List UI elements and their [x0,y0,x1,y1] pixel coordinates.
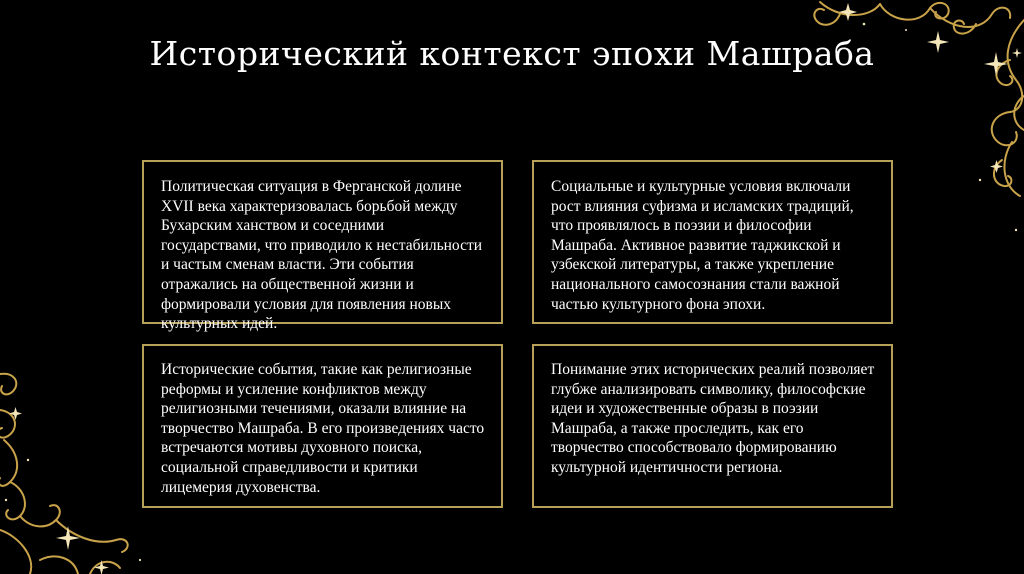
text-card-social-cultural-conditions [532,160,893,324]
text-card-political-situation [142,160,503,333]
card-text: Понимание этих исторических реалий позволяет глубже анализировать символику, философские идеи и художественные образы в поэзии Машраба, а также проследить, как его творчество способствовало формированию культурной идентичности региона. [551,361,875,476]
gold-swirl-ornament-bottom-left [0,360,160,574]
card-text: Политическая ситуация в Ферганской долине XVII века характеризовалась борьбой между Бухарским ханством и соседними государствами, что приводило к нестабильности и частым сменам власти. Эти события отражались на общественной жизни и формировали условия для появления новых культурных идей. [161,178,483,333]
card-text: Исторические события, такие как религиозные реформы и усиление конфликтов между религиозными течениями, оказали влияние на творчество Машраба. В его произведениях часто встречаются мотивы духовного поиска, социальной справедливости и критики лицемерия духовенства. [161,361,485,496]
text-card-understanding-realities [532,344,893,508]
card-text: Социальные и культурные условия включали рост влияния суфизма и исламских традиций, что проявлялось в поэзии и философии Машраба. Активное развитие таджикской и узбекской литературы, а также укрепление национального самосознания стали важной частью культурного фона эпохи. [551,178,854,313]
text-card-historical-events [142,344,503,508]
slide-title: Исторический контекст эпохи Машраба [149,34,875,73]
